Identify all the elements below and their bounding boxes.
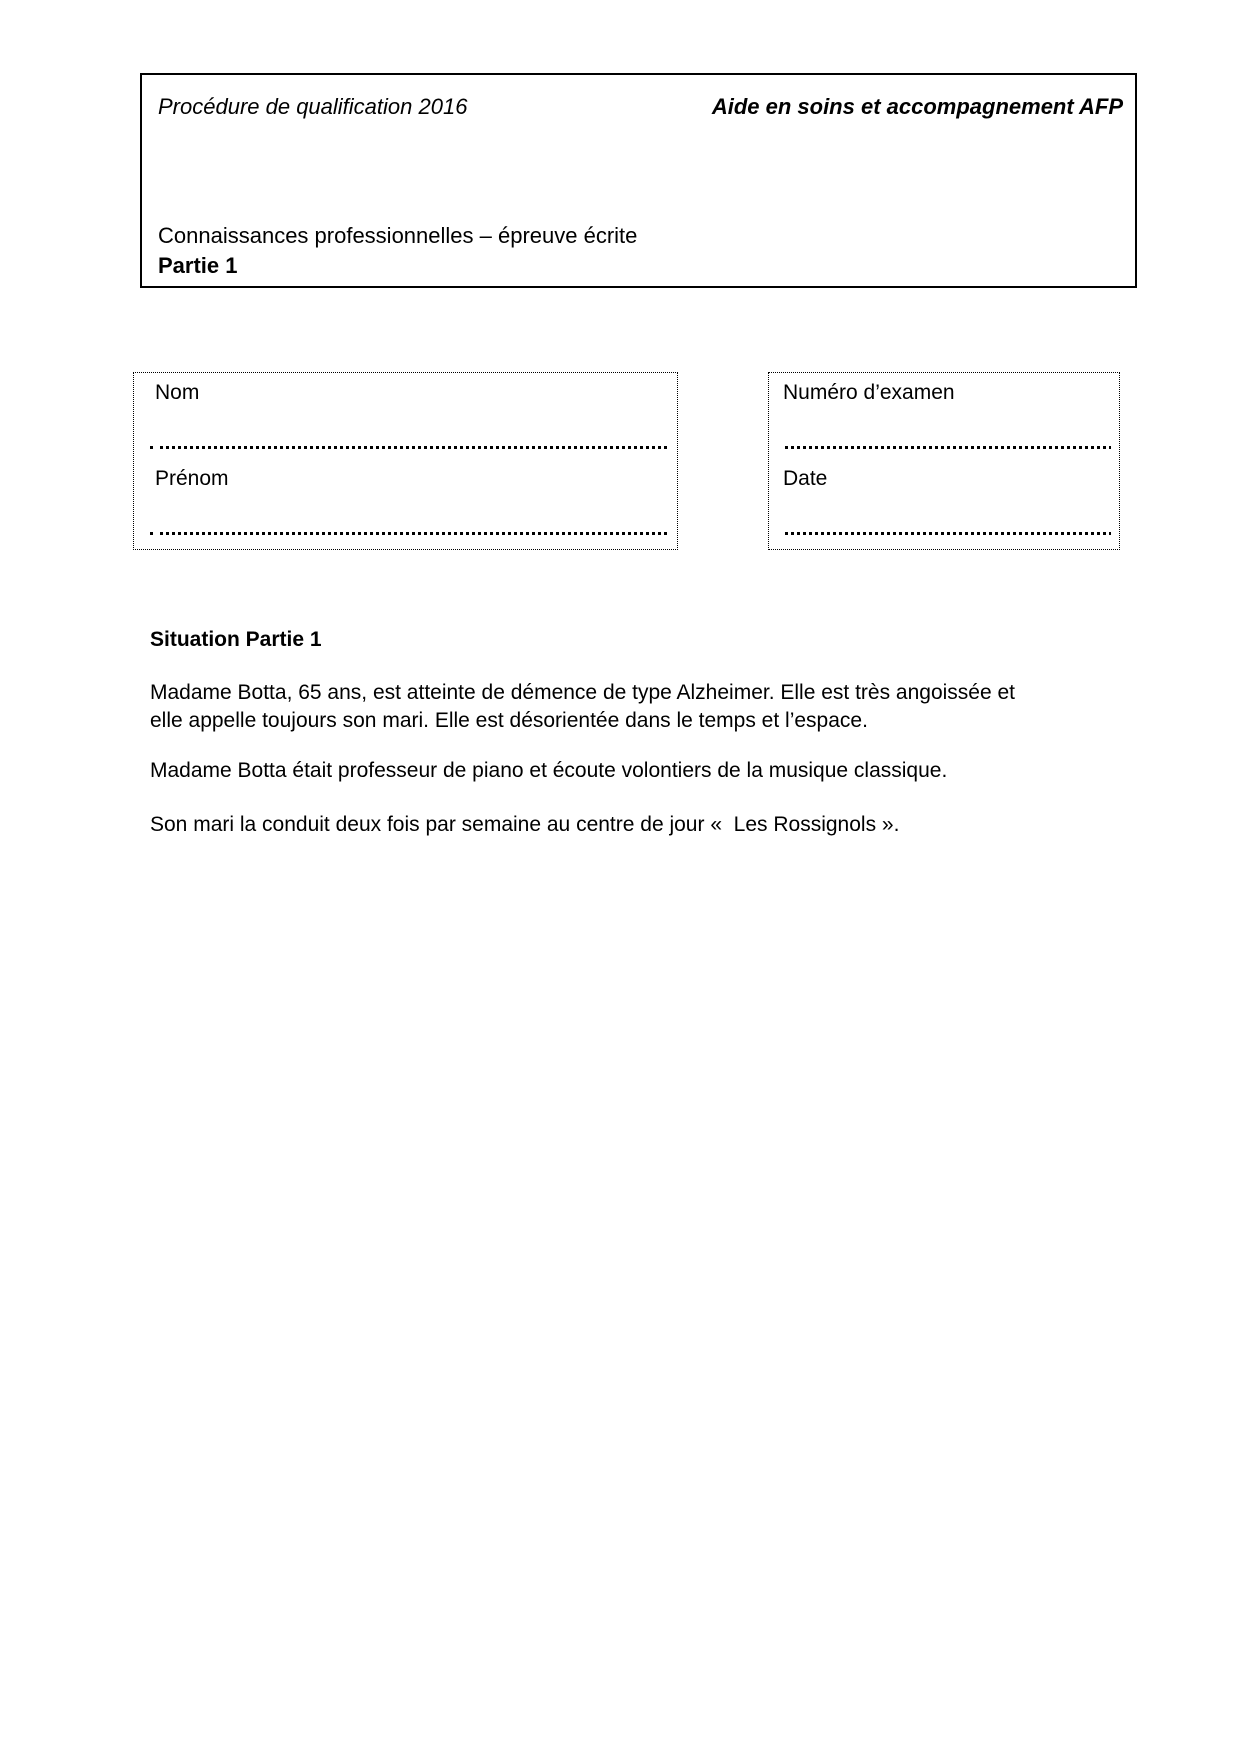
qualification-procedure-title: Procédure de qualification 2016 [158,94,468,119]
header-top-row [158,93,1123,121]
nom-label: Nom [155,381,200,404]
paragraph-line: Son mari la conduit deux fois par semaine au centre de jour « Les Rossignols ». [150,813,900,836]
exam-number-field-line[interactable] [785,446,1111,449]
exam-subject-line: Connaissances professionnelles – épreuve écrite [158,223,638,248]
date-field-line[interactable] [785,532,1111,535]
date-label: Date [783,467,828,490]
paragraph-line: elle appelle toujours son mari. Elle est désorientée dans le temps et l’espace. [150,709,868,732]
exam-part-title: Partie 1 [158,253,238,278]
prenom-label: Prénom [155,467,229,490]
profession-title: Aide en soins et accompagnement AFP [711,94,1123,119]
prenom-field-line[interactable] [150,532,667,535]
situation-paragraph-2 [150,757,947,785]
dotted-leader [785,446,1111,449]
exam-number-label: Numéro d’examen [783,381,955,404]
leader-period-dot [150,446,153,449]
nom-field-line[interactable] [150,446,667,449]
paragraph-line: Madame Botta, 65 ans, est atteinte de démence de type Alzheimer. Elle est très angoissée et [150,681,1016,704]
dotted-leader [160,532,667,535]
dotted-leader [160,446,667,449]
situation-paragraph-1 [150,679,1015,735]
situation-heading: Situation Partie 1 [150,628,322,651]
paragraph-line: Madame Botta était professeur de piano et écoute volontiers de la musique classique. [150,759,948,782]
exam-info-box [768,372,1120,550]
header-box [140,73,1137,288]
situation-paragraph-3 [150,811,899,839]
dotted-leader [785,532,1111,535]
leader-period-dot [150,532,153,535]
candidate-info-box [133,372,678,550]
